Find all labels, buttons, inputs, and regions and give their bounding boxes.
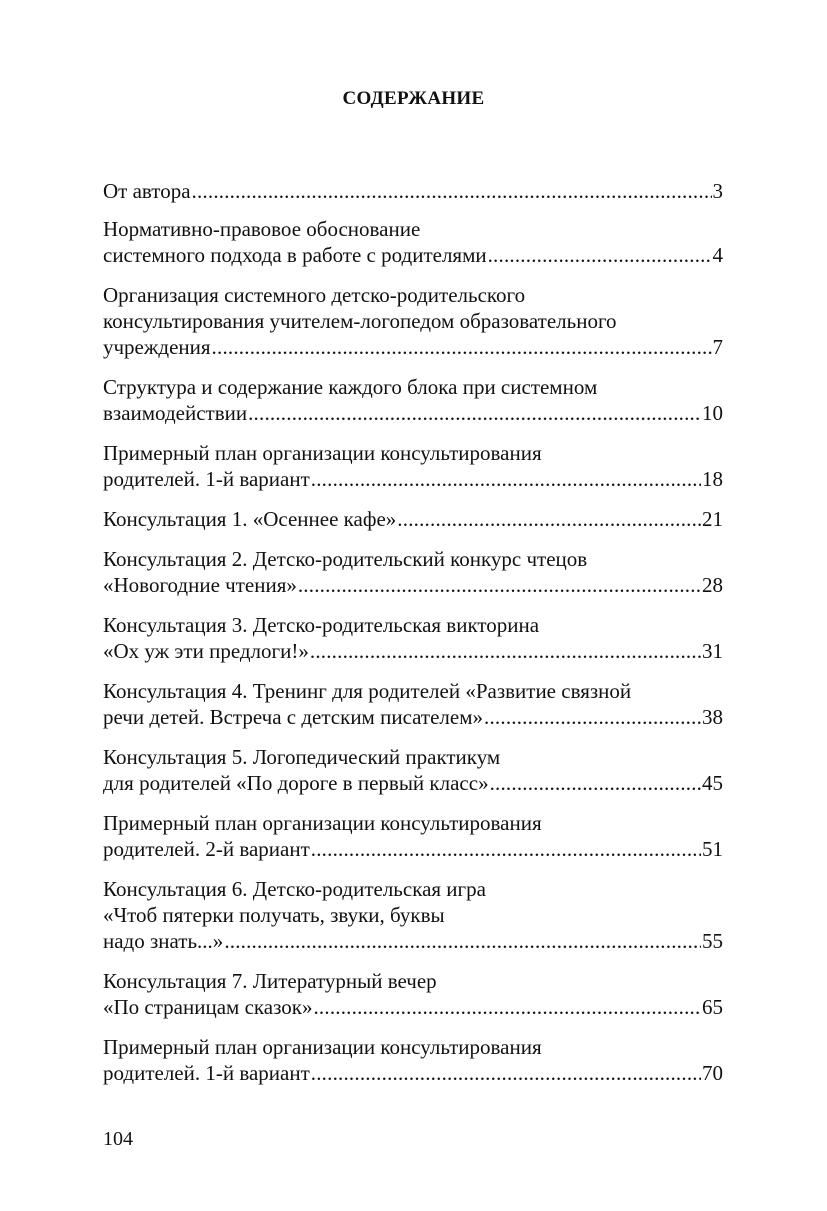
page-title: СОДЕРЖАНИЕ [342, 88, 485, 109]
toc-entry[interactable] [103, 1034, 723, 1086]
toc-entry[interactable] [103, 744, 723, 796]
toc-entry-title-line: Консультация 6. Детско-родительская игра [103, 877, 486, 901]
toc-entry[interactable] [103, 546, 723, 598]
dot-leader [311, 1060, 701, 1086]
toc-entry-title-line: консультирования учителем-логопедом образовательного [103, 309, 617, 333]
toc-entry-title-line: Нормативно-правовое обоснование [103, 217, 421, 241]
toc-entry-title-line: Примерный план организации консультирования [103, 811, 542, 835]
toc-entry-last-line [103, 1060, 723, 1086]
toc-entry-last-line [103, 638, 723, 664]
dot-leader [484, 704, 701, 730]
toc-entry[interactable] [103, 178, 723, 204]
toc-entry-title: «Новогодние чтения» [103, 573, 297, 597]
toc-entry-title-line: Консультация 5. Логопедический практикум [103, 745, 501, 769]
toc-entry-title: системного подхода в работе с родителями [103, 243, 487, 267]
toc-entry-last-line [103, 836, 723, 862]
toc-entry-title: речи детей. Встреча с детским писателем» [103, 705, 484, 729]
toc-entry[interactable] [103, 678, 723, 730]
dot-leader [248, 400, 701, 426]
toc-page-number: 70 [702, 1061, 723, 1085]
toc-entry-last-line [103, 400, 723, 426]
toc-entry-title-line: Консультация 2. Детско-родительский конкурс чтецов [103, 547, 588, 571]
dot-leader [310, 638, 701, 664]
toc-entry-title: «По страницам сказок» [103, 995, 313, 1019]
toc-entry-title-line: Структура и содержание каждого блока при системном [103, 375, 598, 399]
table-of-contents [103, 178, 723, 1100]
toc-entry[interactable] [103, 374, 723, 426]
dot-leader [488, 242, 712, 268]
toc-entry-last-line [103, 178, 723, 204]
toc-page-number: 10 [702, 401, 723, 425]
toc-page-number: 7 [712, 335, 723, 359]
toc-page-number: 31 [702, 639, 723, 663]
toc-entry[interactable] [103, 968, 723, 1020]
toc-page-number: 21 [702, 507, 723, 531]
toc-entry-title-line: Организация системного детско-родительского [103, 283, 526, 307]
toc-page-number: 3 [712, 179, 723, 203]
toc-entry[interactable] [103, 876, 723, 954]
toc-entry-last-line [103, 572, 723, 598]
toc-entry-last-line [103, 928, 723, 954]
dot-leader [192, 178, 712, 204]
toc-entry-title: родителей. 2-й вариант [103, 837, 310, 861]
toc-page-number: 51 [702, 837, 723, 861]
toc-page-number: 65 [702, 995, 723, 1019]
dot-leader [311, 836, 701, 862]
dot-leader [298, 572, 701, 598]
toc-entry-title: надо знать...» [103, 929, 224, 953]
toc-entry-title: учреждения [103, 335, 211, 359]
dot-leader [397, 506, 701, 532]
toc-entry-title-line: Примерный план организации консультирования [103, 1035, 542, 1059]
toc-entry-last-line [103, 506, 723, 532]
toc-entry-last-line [103, 334, 723, 360]
toc-entry[interactable] [103, 810, 723, 862]
toc-entry-title: «Ох уж эти предлоги!» [103, 639, 309, 663]
toc-entry-title: для родителей «По дороге в первый класс» [103, 771, 489, 795]
dot-leader [313, 994, 701, 1020]
toc-entry-title-line: Консультация 4. Тренинг для родителей «Развитие связной [103, 679, 632, 703]
toc-entry-title: родителей. 1-й вариант [103, 467, 310, 491]
toc-page-number: 4 [712, 243, 723, 267]
toc-entry-title-line: Консультация 3. Детско-родительская викторина [103, 613, 540, 637]
toc-page-number: 18 [702, 467, 723, 491]
toc-entry[interactable] [103, 440, 723, 492]
toc-entry-last-line [103, 994, 723, 1020]
toc-entry[interactable] [103, 216, 723, 268]
toc-entry[interactable] [103, 282, 723, 360]
toc-entry-title: взаимодействии [103, 401, 248, 425]
toc-entry-last-line [103, 242, 723, 268]
toc-page-number: 45 [702, 771, 723, 795]
toc-entry-last-line [103, 704, 723, 730]
toc-entry-last-line [103, 466, 723, 492]
toc-entry[interactable] [103, 612, 723, 664]
toc-entry-title: От автора [103, 179, 191, 203]
toc-entry-title-line: Примерный план организации консультирования [103, 441, 542, 465]
toc-page-number: 28 [702, 573, 723, 597]
toc-entry-last-line [103, 770, 723, 796]
toc-page-number: 38 [702, 705, 723, 729]
toc-entry-title: Консультация 1. «Осеннее кафе» [103, 507, 397, 531]
toc-entry-title-line: Консультация 7. Литературный вечер [103, 969, 437, 993]
toc-entry[interactable] [103, 506, 723, 532]
page-number: 104 [103, 1128, 133, 1150]
toc-entry-title-line: «Чтоб пятерки получать, звуки, буквы [103, 903, 445, 927]
toc-page-number: 55 [702, 929, 723, 953]
dot-leader [224, 928, 701, 954]
toc-entry-title: родителей. 1-й вариант [103, 1061, 310, 1085]
dot-leader [311, 466, 701, 492]
dot-leader [490, 770, 701, 796]
dot-leader [212, 334, 712, 360]
